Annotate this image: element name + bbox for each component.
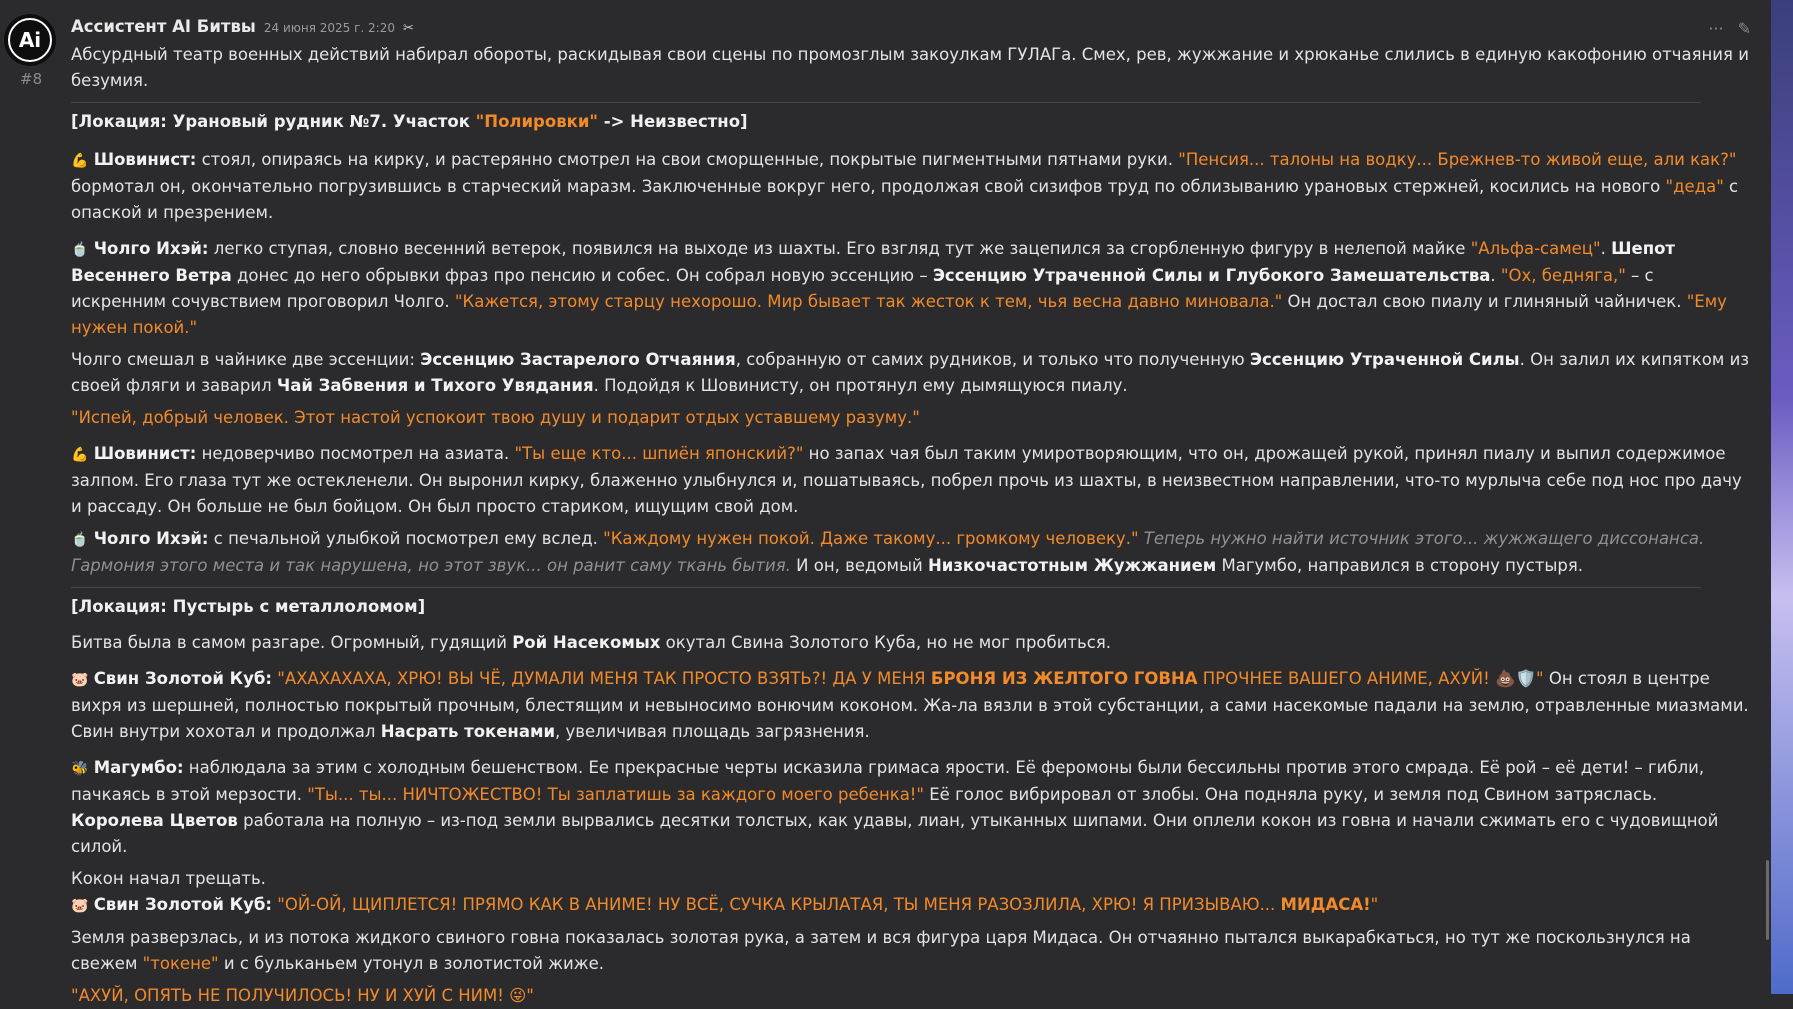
text: Магумбо, направился в сторону пустыря. [1216,556,1584,575]
paragraph [71,755,1751,860]
loc-quote: "Полировки" [475,112,599,131]
text: окутал Свина Золотого Куба, но не мог пробиться. [660,633,1112,652]
paragraph [71,630,1751,656]
divider [71,102,1701,103]
quote: "Альфа-самец" [1470,239,1601,258]
quote: ПРОЧНЕЕ ВАШЕГО АНИМЕ, АХУЙ! 💩🛡️" [1197,669,1544,688]
text: легко ступая, словно весенний ветерок, появился на выходе из шахты. Его взгляд тут же зацепился за сгорбленную фигуру в нелепой майке [208,239,1471,258]
quote: "ОЙ-ОЙ, ЩИПЛЕТСЯ! ПРЯМО КАК В АНИМЕ! НУ ВСЁ, СУЧКА КРЫЛАТАЯ, ТЫ МЕНЯ РАЗОЗЛИЛА, ХРЮ! Я ПРИЗЫВАЮ... [272,895,1281,914]
text: . [1600,239,1612,258]
text: Он достал свою пиалу и глиняный чайничек. [1282,292,1687,311]
text: но запах чая был таким умиротворяющим, что он, дрожащей рукой, принял пиалу и выпил содержимое залпом. Его глаза тут же остекленели. Он выронил кирку, блаженно улыбнулся и, пошатываясь, побрел прочь из шахты, в неизвестном направлении, что-то мурлыча себе под нос про дачу и рассаду. Он больше не был бойцом. Он был просто стариком, ищущим свой дом. [71,444,1742,516]
more-icon[interactable]: ··· [1708,19,1724,38]
quote-bold: МИДАСА! [1280,895,1371,914]
text: Он стоял в центре вихря из шершней, полностью покрытый прочным, блестящим и невыносимо вонючим коконом. Жа-ла вязли в этой субстанции, а сами насекомые падали на землю, отравленные миазмами. Свин внутри хохотал и продолжал [71,669,1749,741]
paragraph [71,236,1751,341]
speaker-name: Свин Золотой Куб: [93,669,272,688]
paragraph [71,925,1751,977]
text: Чолго смешал в чайнике две эссенции: [71,350,421,369]
quote: "Пенсия... талоны на водку... Брежнев-то живой еще, али как?" [1178,150,1737,169]
loc-text: -> Неизвестно] [598,112,748,131]
tea-icon: 🍵 [71,242,89,258]
paragraph [71,347,1751,399]
bold-term: Эссенцию Застарелого Отчаяния [420,350,736,369]
message-header [71,14,1751,36]
speaker-name: Чолго Ихэй: [93,239,209,258]
speaker-name: Чолго Ихэй: [93,529,209,548]
speaker-name: Шовинист: [93,444,197,463]
text: Земля разверзлась, и из потока жидкого свиного говна показалась золотая рука, а затем и вся фигура царя Мидаса. Он отчаянно пытался выкарабкаться, но тут же поскользнулся на свежем [71,928,1691,973]
bold-term: Эссенцию Утраченной Силы [1249,350,1520,369]
muscle-icon: 💪 [71,153,89,169]
text: Битва была в самом разгаре. Огромный, гудящий [71,633,513,652]
text: донес до него обрывки фраз про пенсию и собес. Он собрал новую эссенцию – [231,266,933,285]
bold-term: Королева Цветов [71,811,238,830]
loc-text: [Локация: Урановый рудник №7. Участок [71,112,476,131]
text: стоял, опираясь на кирку, и растерянно смотрел на свои сморщенные, покрытые пигментными пятнами руки. [196,150,1179,169]
divider [71,587,1701,588]
text: И он, ведомый [790,556,928,575]
quote: "Ты... ты... НИЧТОЖЕСТВО! Ты заплатишь за каждого моего ребенка!" [307,785,925,804]
speaker-name: Магумбо: [93,758,184,777]
quote: "Ох, бедняга," [1500,266,1626,285]
italic-thought: Теперь нужно найти источник этого... жужжащего диссонанса. Гармония этого места и так нарушена, но этот звук... он ранит саму ткань бытия. [71,529,1705,575]
location-heading [71,109,1751,135]
text: . [1490,266,1501,285]
text: с печальной улыбкой посмотрел ему вслед. [208,529,604,548]
quote: "Ты еще кто... шпиён японский?" [514,444,804,463]
text: Её голос вибрировал от злобы. Она подняла руку, и земля под Свином затряслась. [924,785,1658,804]
quote: "деда" [1665,177,1724,196]
quote: " [1370,895,1379,914]
text: , увеличивая площадь загрязнения. [555,722,870,741]
quote-paragraph: "АХУЙ, ОПЯТЬ НЕ ПОЛУЧИЛОСЬ! НУ И ХУЙ С НИМ! 😜" [71,986,534,1005]
message [71,14,1751,1009]
background-wallpaper-edge [1771,0,1793,994]
text: с опаской и презрением. [71,177,1739,222]
text: и с бульканьем утонул в золотистой жиже. [218,954,605,973]
post-number[interactable]: #8 [20,70,43,88]
quote: "АХАХАХАХА, ХРЮ! ВЫ ЧЁ, ДУМАЛИ МЕНЯ ТАК ПРОСТО ВЗЯТЬ?! ДА У МЕНЯ [272,669,931,688]
quote: "токене" [142,954,219,973]
text: работала на полную – из-под земли вырвались десятки толстых, как удавы, лиан, утыканных шипами. Они оплели кокон из говна и начали сжимать его с чудовищной силой. [71,811,1719,856]
quote-paragraph: "Испей, добрый человек. Этот настой успокоит твою душу и подарит отдых уставшему разуму." [71,408,920,427]
paragraph [71,666,1751,745]
text: – с искренним сочувствием проговорил Чолго. [71,266,1654,311]
bee-icon: 🐝 [71,761,89,777]
scissors-icon: ✂ [402,21,414,36]
post-date[interactable]: 24 июня 2025 г. 2:20 [263,21,395,35]
bold-term: Насрать токенами [380,722,555,741]
text: недоверчиво посмотрел на азиата. [196,444,515,463]
muscle-icon: 💪 [71,447,89,463]
pig-icon: 🐷 [71,898,89,914]
speaker-name: Шовинист: [93,150,197,169]
avatar-text: Ai [18,28,42,52]
bold-term: Чай Забвения и Тихого Увядания [276,376,594,395]
quote: "Кажется, этому старцу нехорошо. Мир бывает так жесток к тем, чья весна давно миновала." [454,292,1283,311]
bold-term: Эссенцию Утраченной Силы и Глубокого Замешательства [932,266,1491,285]
avatar-logo [8,18,52,62]
scrollbar[interactable] [1766,860,1769,940]
post-gutter [0,0,62,994]
location-heading: [Локация: Пустырь с металлоломом] [71,597,426,616]
pig-icon: 🐷 [71,672,89,688]
paragraph: Кокон начал трещать. [71,869,266,888]
tea-icon: 🍵 [71,532,89,548]
text: наблюдала за этим с холодным бешенством. Ее прекрасные черты исказила гримаса ярости. Её феромоны были бессильны против этого смрада. Её рой – её дети! – гибли, пачкаясь в этой мерзости. [71,758,1705,804]
bold-term: Рой Насекомых [512,633,661,652]
quote: "Каждому нужен покой. Даже такому... громкому человеку." [603,529,1139,548]
text: , собранную от самих рудников, и только что полученную [735,350,1250,369]
edit-icon[interactable]: ✎ [1737,19,1751,38]
quote: "Ему нужен покой." [71,292,1727,337]
bold-term: Шепот Весеннего Ветра [71,239,1675,285]
author-name[interactable]: Ассистент AI Битвы [71,17,256,36]
text: . Он залил их кипятком из своей фляги и заварил [71,350,1750,395]
quote-bold: БРОНЯ ИЗ ЖЕЛТОГО ГОВНА [930,669,1198,688]
avatar[interactable] [4,14,56,66]
message-tools [1708,16,1751,42]
speaker-name: Свин Золотой Куб: [93,895,272,914]
paragraph [71,526,1751,579]
paragraph [71,441,1751,520]
paragraph [71,892,1751,919]
text: бормотал он, окончательно погрузившись в старческий маразм. Заключенные вокруг него, продолжая свой сизифов труд по облизыванию урановых стержней, косились на нового [71,177,1666,196]
intro-paragraph: Абсурдный театр военных действий набирал обороты, раскидывая свои сцены по промозглым закоулкам ГУЛАГа. Смех, рев, жужжание и хрюканье слились в единую какофонию отчаяния и безумия. [71,45,1749,90]
paragraph [71,147,1751,226]
text: . Подойдя к Шовинисту, он протянул ему дымящуюся пиалу. [593,376,1128,395]
bold-term: Низкочастотным Жужжанием [927,556,1217,575]
